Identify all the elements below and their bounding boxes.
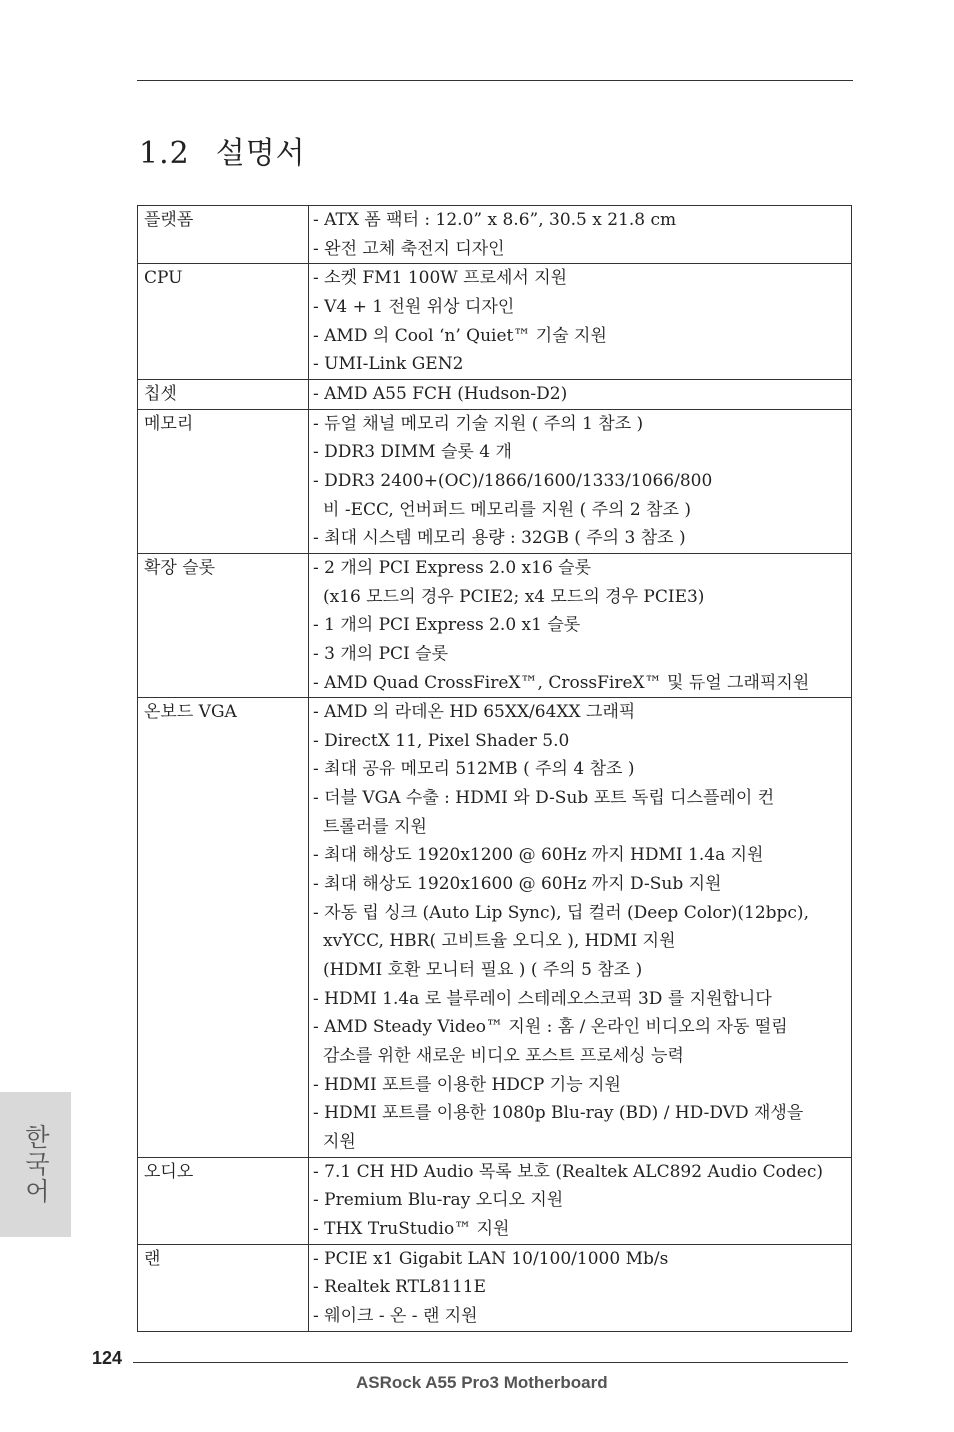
spec-line: - ATX 폼 팩터 : 12.0” x 8.6”, 30.5 x 21.8 cm xyxy=(313,210,677,230)
spec-values xyxy=(309,553,852,697)
spec-line: 비 -ECC, 언버퍼드 메모리를 지원 ( 주의 2 참조 ) xyxy=(323,499,692,520)
section-heading: 설명서 xyxy=(215,136,306,171)
spec-line: - HDMI 포트를 이용한 1080p Blu-ray (BD) / HD-DVD 재생을 xyxy=(313,1103,804,1124)
spec-line: - DirectX 11, Pixel Shader 5.0 xyxy=(313,730,570,751)
spec-line: - Realtek RTL8111E xyxy=(313,1277,486,1298)
spec-values xyxy=(309,206,852,264)
spec-values xyxy=(309,409,852,553)
section-number: 1.2 xyxy=(139,136,190,171)
spec-line: - AMD A55 FCH (Hudson-D2) xyxy=(313,383,568,404)
spec-line: - AMD 의 Cool ‘n’ Quiet™ 기술 지원 xyxy=(313,325,607,346)
spec-line: - AMD 의 라데온 HD 65XX/64XX 그래픽 xyxy=(313,702,636,723)
spec-line: (x16 모드의 경우 PCIE2; x4 모드의 경우 PCIE3) xyxy=(323,586,705,607)
spec-line: - 7.1 CH HD Audio 목록 보호 (Realtek ALC892 Audio Codec) xyxy=(313,1161,823,1182)
spec-values xyxy=(309,264,852,380)
spec-line: - V4 + 1 전원 위상 디자인 xyxy=(313,296,515,317)
spec-row xyxy=(138,379,852,409)
footer-product: ASRock A55 Pro3 Motherboard xyxy=(356,1373,608,1392)
spec-line: - UMI-Link GEN2 xyxy=(313,354,464,375)
spec-line: - 3 개의 PCI 슬롯 xyxy=(313,643,449,664)
spec-line: - THX TruStudio™ 지원 xyxy=(313,1218,510,1239)
spec-line: - DDR3 2400+(OC)/1866/1600/1333/1066/800 xyxy=(313,470,713,491)
spec-line: - 웨이크 - 온 - 랜 지원 xyxy=(313,1305,478,1326)
spec-label: 메모리 xyxy=(138,409,309,553)
spec-label: CPU xyxy=(138,264,309,380)
spec-label: 랜 xyxy=(138,1244,309,1331)
spec-row xyxy=(138,553,852,697)
bottom-rule xyxy=(133,1362,848,1363)
language-label: 한국어 xyxy=(21,1124,51,1205)
spec-line: - HDMI 포트를 이용한 HDCP 기능 지원 xyxy=(313,1074,621,1095)
spec-line: - 2 개의 PCI Express 2.0 x16 슬롯 xyxy=(313,557,592,578)
spec-line: - 최대 시스템 메모리 용량 : 32GB ( 주의 3 참조 ) xyxy=(313,528,686,549)
spec-row xyxy=(138,1244,852,1331)
spec-line: - 듀얼 채널 메모리 기술 지원 ( 주의 1 참조 ) xyxy=(313,413,644,434)
spec-line: (HDMI 호환 모니터 필요 ) ( 주의 5 참조 ) xyxy=(323,960,643,981)
spec-row xyxy=(138,409,852,553)
spec-label: 오디오 xyxy=(138,1157,309,1244)
page-number: 124 xyxy=(92,1348,123,1368)
section-title xyxy=(139,128,306,172)
spec-line: 트롤러를 지원 xyxy=(323,816,427,837)
top-rule xyxy=(137,80,853,81)
spec-line: - PCIE x1 Gigabit LAN 10/100/1000 Mb/s xyxy=(313,1248,669,1269)
spec-line: - DDR3 DIMM 슬롯 4 개 xyxy=(313,442,512,463)
spec-label: 확장 슬롯 xyxy=(138,553,309,697)
spec-line: - 더블 VGA 수출 : HDMI 와 D-Sub 포트 독립 디스플레이 컨 xyxy=(313,788,775,809)
spec-values xyxy=(309,379,852,409)
spec-line: - Premium Blu-ray 오디오 지원 xyxy=(313,1190,564,1211)
spec-line: 감소를 위한 새로운 비디오 포스트 프로세싱 능력 xyxy=(323,1046,684,1067)
language-side-tab xyxy=(0,1092,71,1237)
spec-values xyxy=(309,1157,852,1244)
spec-line: - 최대 공유 메모리 512MB ( 주의 4 참조 ) xyxy=(313,759,635,780)
spec-label: 플랫폼 xyxy=(138,206,309,264)
spec-line: - AMD Steady Video™ 지원 : 홈 / 온라인 비디오의 자동 떨림 xyxy=(313,1017,788,1038)
spec-label: 칩셋 xyxy=(138,379,309,409)
spec-line: - 자동 립 싱크 (Auto Lip Sync), 딥 컬러 (Deep Color)(12bpc), xyxy=(313,902,809,923)
spec-row xyxy=(138,264,852,380)
spec-line: - 1 개의 PCI Express 2.0 x1 슬롯 xyxy=(313,615,581,636)
spec-line: 지원 xyxy=(323,1132,356,1152)
spec-label: 온보드 VGA xyxy=(138,698,309,1158)
spec-row xyxy=(138,206,852,264)
spec-row xyxy=(138,1157,852,1244)
spec-line: - AMD Quad CrossFireX™, CrossFireX™ 및 듀얼 그래픽지원 xyxy=(313,672,810,693)
spec-values xyxy=(309,1244,852,1331)
spec-line: - 최대 해상도 1920x1200 @ 60Hz 까지 HDMI 1.4a 지원 xyxy=(313,845,764,866)
spec-values xyxy=(309,698,852,1158)
spec-row xyxy=(138,698,852,1158)
spec-line: - 완전 고체 축전지 디자인 xyxy=(313,238,505,259)
spec-line: - 소켓 FM1 100W 프로세서 지원 xyxy=(313,268,568,289)
spec-line: xvYCC, HBR( 고비트율 오디오 ), HDMI 지원 xyxy=(323,931,676,952)
spec-line: - HDMI 1.4a 로 블루레이 스테레오스코픽 3D 를 지원합니다 xyxy=(313,988,772,1009)
spec-line: - 최대 해상도 1920x1600 @ 60Hz 까지 D-Sub 지원 xyxy=(313,874,722,895)
spec-table xyxy=(137,205,852,1332)
